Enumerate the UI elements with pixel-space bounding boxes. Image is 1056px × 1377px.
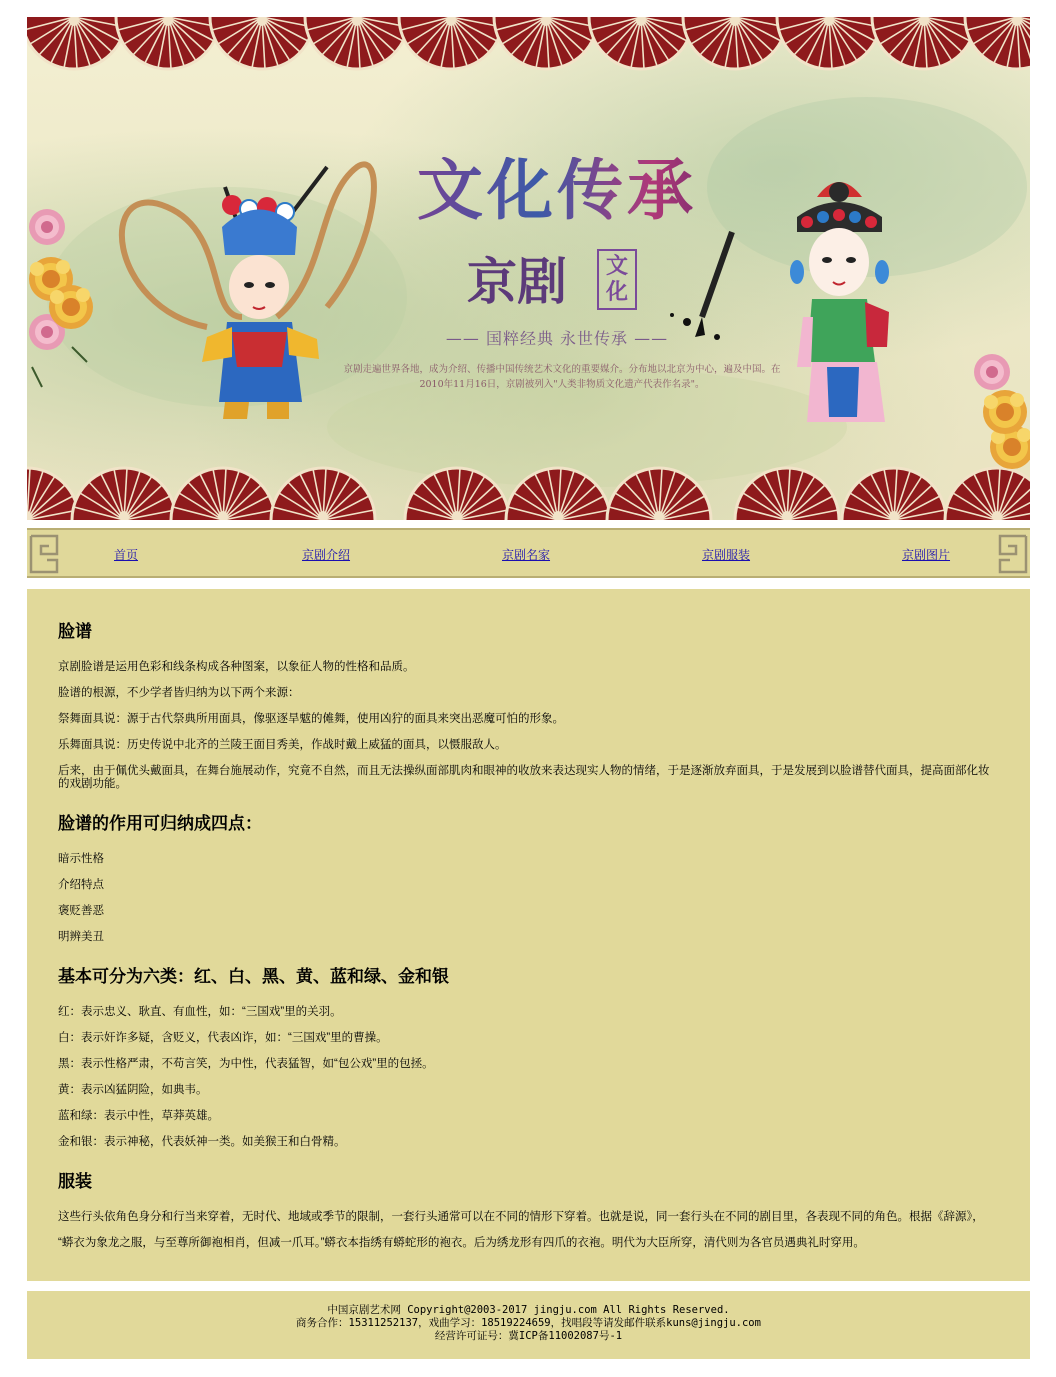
footer-copyright: 中国京剧艺术网 Copyright@2003-2017 jingju.com All Rights Reserved. bbox=[327, 1304, 730, 1316]
footer-license: 经营许可证号：冀ICP备11002087号-1 bbox=[434, 1330, 623, 1342]
list-item: 黄：表示凶猛阴险，如典韦。 bbox=[58, 1084, 208, 1096]
content-panel bbox=[27, 589, 1030, 1281]
list-item: 红：表示忠义、耿直、有血性，如：“三国戏”里的关羽。 bbox=[58, 1006, 342, 1018]
footer bbox=[27, 1291, 1030, 1359]
section-heading-facial-makeup: 脸谱 bbox=[58, 622, 92, 642]
paragraph: 后来，由于佩优头戴面具，在舞台施展动作，究竟不自然，而且无法操纵面部肌肉和眼神的收放来表达现实人物的情绪，于是逐渐放弃面具，于是发展到以脸谱替代面具，提高面部化妆的戏剧功能。 bbox=[58, 765, 990, 790]
list-item: 黑：表示性格严肃，不苟言笑，为中性，代表猛智，如“包公戏”里的包拯。 bbox=[58, 1058, 434, 1070]
paragraph: 京剧脸谱是运用色彩和线条构成各种图案，以象征人物的性格和品质。 bbox=[58, 661, 415, 673]
paragraph: 这些行头依角色身分和行当来穿着，无时代、地域或季节的限制，一套行头通常可以在不同的情形下穿着。也就是说，同一套行头在不同的剧目里，各表现不同的角色。根据《辞源》， bbox=[58, 1211, 984, 1223]
paragraph: “蟒衣为象龙之服，与至尊所御袍相肖，但减一爪耳。”蟒衣本指绣有蟒蛇形的袍衣。后为绣龙形有四爪的衣袍。明代为大臣所穿，清代则为各官员遇典礼时穿用。 bbox=[58, 1237, 865, 1249]
section-heading-uses: 脸谱的作用可归纳成四点： bbox=[58, 814, 262, 834]
section-heading-colors: 基本可分为六类：红、白、黑、黄、蓝和绿、金和银 bbox=[58, 967, 449, 987]
banner-subtitle: 京剧 bbox=[467, 252, 567, 311]
fret-pattern-right-icon bbox=[998, 534, 1028, 574]
fret-pattern-left-icon bbox=[29, 534, 59, 574]
list-item: 明辨美丑 bbox=[58, 931, 104, 943]
footer-contact: 商务合作：15311252137，戏曲学习：18519224659，找唱段等请发邮件联系kuns@jingju.com bbox=[296, 1317, 761, 1329]
nav-item-intro[interactable]: 京剧介绍 bbox=[302, 548, 351, 562]
ink-brush bbox=[670, 232, 732, 340]
list-item: 白：表示奸诈多疑，含贬义，代表凶诈，如：“三国戏”里的曹操。 bbox=[58, 1032, 388, 1044]
list-item: 介绍特点 bbox=[58, 879, 104, 891]
list-item: 褒贬善恶 bbox=[58, 905, 104, 917]
banner-slogan: —— 国粹经典 永世传承 —— bbox=[445, 329, 669, 348]
nav-item-masters[interactable]: 京剧名家 bbox=[502, 548, 551, 562]
banner bbox=[27, 17, 1030, 520]
section-heading-costumes: 服装 bbox=[58, 1172, 92, 1192]
banner-description: 京剧走遍世界各地，成为介绍、传播中国传统艺术文化的重要媒介。分布地以北京为中心，遍及中国。在2010年11月16日，京剧被列入"人类非物质文化遗产代表作名录"。 bbox=[343, 364, 781, 390]
list-item: 金和银：表示神秘，代表妖神一类。如美猴王和白骨精。 bbox=[58, 1136, 346, 1148]
paragraph: 乐舞面具说：历史传说中北齐的兰陵王面目秀美，作战时戴上威猛的面具，以慑服敌人。 bbox=[58, 739, 507, 751]
banner-title: 文化传承 bbox=[367, 157, 747, 223]
opera-figure-right bbox=[790, 182, 889, 422]
nav-item-home[interactable]: 首页 bbox=[114, 548, 139, 562]
nav-item-pictures[interactable]: 京剧图片 bbox=[902, 548, 951, 562]
list-item: 蓝和绿：表示中性，草莽英雄。 bbox=[58, 1110, 219, 1122]
paragraph: 脸谱的根源，不少学者皆归纳为以下两个来源： bbox=[58, 687, 300, 699]
list-item: 暗示性格 bbox=[58, 853, 104, 865]
main-nav bbox=[27, 528, 1030, 578]
paragraph: 祭舞面具说：源于古代祭典所用面具，像驱逐旱魃的傩舞，使用凶狞的面具来突出恶魔可怕的形象。 bbox=[58, 713, 564, 725]
banner-subtitle-box: 文化 bbox=[597, 249, 637, 310]
nav-item-costumes[interactable]: 京剧服装 bbox=[702, 548, 751, 562]
